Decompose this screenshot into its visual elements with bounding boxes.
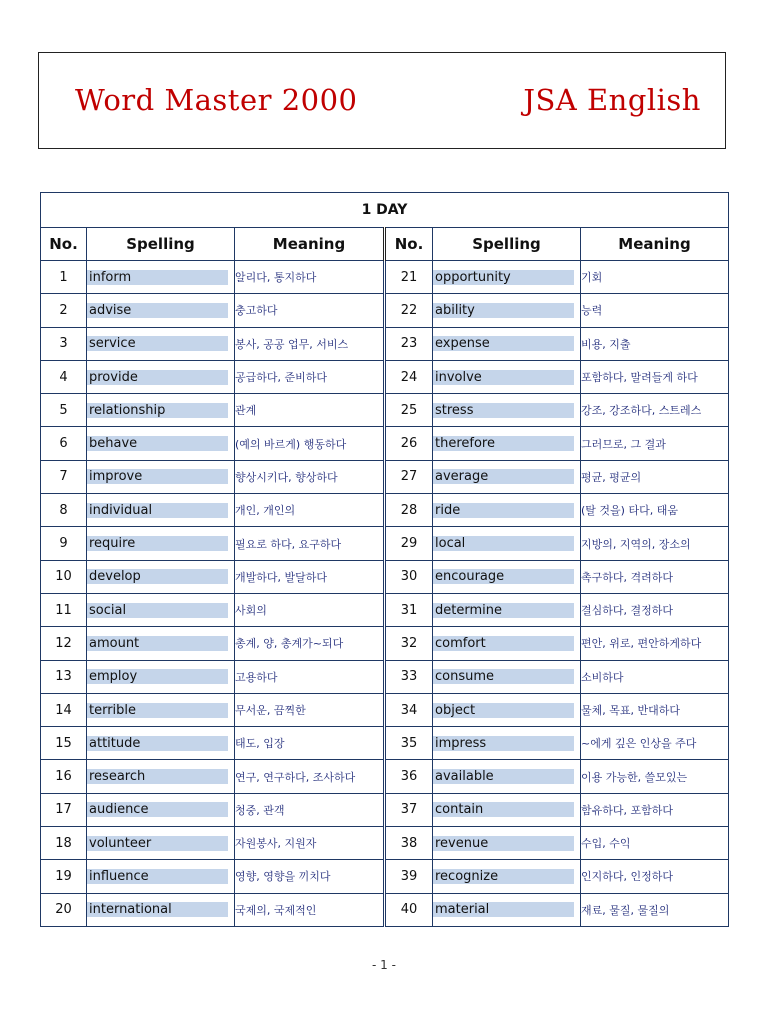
word-spelling: provide bbox=[87, 370, 228, 385]
word-number: 31 bbox=[385, 593, 433, 626]
word-spelling: contain bbox=[433, 802, 574, 817]
word-number: 22 bbox=[385, 294, 433, 327]
word-spelling: therefore bbox=[433, 436, 574, 451]
word-number: 4 bbox=[41, 360, 87, 393]
word-meaning: 향상시키다, 향상하다 bbox=[235, 460, 385, 493]
page-number: - 1 - bbox=[372, 958, 396, 972]
table-row bbox=[41, 560, 729, 593]
word-spelling: stress bbox=[433, 403, 574, 418]
column-header: Spelling bbox=[87, 228, 235, 261]
word-spelling: improve bbox=[87, 469, 228, 484]
table-row bbox=[41, 793, 729, 826]
word-number: 13 bbox=[41, 660, 87, 693]
day-heading: 1 DAY bbox=[41, 193, 729, 228]
word-meaning: 물체, 목표, 반대하다 bbox=[581, 693, 729, 726]
table-row bbox=[41, 261, 729, 294]
word-number: 14 bbox=[41, 693, 87, 726]
table-row bbox=[41, 893, 729, 926]
word-number: 39 bbox=[385, 860, 433, 893]
word-spelling-cell bbox=[433, 294, 581, 327]
word-spelling: comfort bbox=[433, 636, 574, 651]
word-spelling-cell bbox=[87, 860, 235, 893]
word-meaning: 필요로 하다, 요구하다 bbox=[235, 527, 385, 560]
word-number: 32 bbox=[385, 627, 433, 660]
word-spelling: determine bbox=[433, 603, 574, 618]
word-number: 7 bbox=[41, 460, 87, 493]
word-spelling-cell bbox=[433, 827, 581, 860]
word-number: 26 bbox=[385, 427, 433, 460]
word-number: 25 bbox=[385, 394, 433, 427]
word-meaning: 수입, 수익 bbox=[581, 827, 729, 860]
word-meaning: 촉구하다, 격려하다 bbox=[581, 560, 729, 593]
word-number: 36 bbox=[385, 760, 433, 793]
word-spelling: develop bbox=[87, 569, 228, 584]
table-row bbox=[41, 427, 729, 460]
word-number: 27 bbox=[385, 460, 433, 493]
word-spelling-cell bbox=[87, 593, 235, 626]
word-meaning: 국제의, 국제적인 bbox=[235, 893, 385, 926]
word-meaning: 재료, 물질, 물질의 bbox=[581, 893, 729, 926]
table-row bbox=[41, 627, 729, 660]
word-spelling-cell bbox=[433, 427, 581, 460]
word-spelling-cell bbox=[433, 760, 581, 793]
word-spelling-cell bbox=[87, 527, 235, 560]
word-spelling: volunteer bbox=[87, 836, 228, 851]
word-spelling-cell bbox=[433, 360, 581, 393]
word-spelling: audience bbox=[87, 802, 228, 817]
table-row bbox=[41, 593, 729, 626]
word-spelling: employ bbox=[87, 669, 228, 684]
word-meaning: (예의 바르게) 행동하다 bbox=[235, 427, 385, 460]
word-meaning: 기회 bbox=[581, 261, 729, 294]
word-spelling: inform bbox=[87, 270, 228, 285]
word-spelling: recognize bbox=[433, 869, 574, 884]
word-spelling: ability bbox=[433, 303, 574, 318]
word-spelling: object bbox=[433, 703, 574, 718]
word-number: 29 bbox=[385, 527, 433, 560]
word-spelling-cell bbox=[87, 460, 235, 493]
word-number: 21 bbox=[385, 261, 433, 294]
word-spelling-cell bbox=[87, 261, 235, 294]
word-meaning: 고용하다 bbox=[235, 660, 385, 693]
table-row bbox=[41, 827, 729, 860]
word-spelling-cell bbox=[433, 327, 581, 360]
word-number: 33 bbox=[385, 660, 433, 693]
word-meaning: 개인, 개인의 bbox=[235, 494, 385, 527]
word-spelling-cell bbox=[87, 693, 235, 726]
word-meaning: 알리다, 통지하다 bbox=[235, 261, 385, 294]
column-header: Meaning bbox=[235, 228, 385, 261]
word-meaning: 자원봉사, 지원자 bbox=[235, 827, 385, 860]
word-spelling-cell bbox=[87, 827, 235, 860]
table-row bbox=[41, 394, 729, 427]
word-number: 38 bbox=[385, 827, 433, 860]
word-number: 20 bbox=[41, 893, 87, 926]
word-spelling-cell bbox=[433, 627, 581, 660]
word-meaning: 총계, 양, 총계가~되다 bbox=[235, 627, 385, 660]
word-number: 10 bbox=[41, 560, 87, 593]
word-meaning: 소비하다 bbox=[581, 660, 729, 693]
column-header: Spelling bbox=[433, 228, 581, 261]
column-header: No. bbox=[385, 228, 433, 261]
word-spelling-cell bbox=[87, 494, 235, 527]
word-spelling: service bbox=[87, 336, 228, 351]
word-spelling-cell bbox=[433, 693, 581, 726]
word-spelling-cell bbox=[433, 860, 581, 893]
word-spelling: behave bbox=[87, 436, 228, 451]
word-number: 3 bbox=[41, 327, 87, 360]
word-spelling: international bbox=[87, 902, 228, 917]
table-row bbox=[41, 527, 729, 560]
word-spelling-cell bbox=[433, 261, 581, 294]
header-title-right: JSA English bbox=[523, 83, 701, 117]
word-number: 28 bbox=[385, 494, 433, 527]
column-header: Meaning bbox=[581, 228, 729, 261]
word-meaning: ~에게 깊은 인상을 주다 bbox=[581, 727, 729, 760]
word-spelling-cell bbox=[433, 560, 581, 593]
word-meaning: 사회의 bbox=[235, 593, 385, 626]
word-number: 19 bbox=[41, 860, 87, 893]
vocabulary-table bbox=[40, 192, 729, 927]
table-row bbox=[41, 760, 729, 793]
table-body bbox=[41, 261, 729, 927]
table-row bbox=[41, 727, 729, 760]
table-row bbox=[41, 327, 729, 360]
word-spelling: influence bbox=[87, 869, 228, 884]
word-spelling: involve bbox=[433, 370, 574, 385]
word-spelling-cell bbox=[87, 893, 235, 926]
word-spelling-cell bbox=[87, 360, 235, 393]
word-spelling-cell bbox=[87, 327, 235, 360]
word-spelling: material bbox=[433, 902, 574, 917]
word-spelling-cell bbox=[433, 727, 581, 760]
word-meaning: 개발하다, 발달하다 bbox=[235, 560, 385, 593]
word-number: 15 bbox=[41, 727, 87, 760]
word-number: 34 bbox=[385, 693, 433, 726]
word-spelling: attitude bbox=[87, 736, 228, 751]
word-number: 12 bbox=[41, 627, 87, 660]
word-number: 40 bbox=[385, 893, 433, 926]
word-spelling: encourage bbox=[433, 569, 574, 584]
word-spelling-cell bbox=[87, 660, 235, 693]
header-title-left: Word Master 2000 bbox=[75, 83, 358, 117]
word-spelling: average bbox=[433, 469, 574, 484]
word-meaning: 지방의, 지역의, 장소의 bbox=[581, 527, 729, 560]
word-spelling: opportunity bbox=[433, 270, 574, 285]
word-meaning: 봉사, 공공 업무, 서비스 bbox=[235, 327, 385, 360]
word-spelling: require bbox=[87, 536, 228, 551]
word-spelling-cell bbox=[87, 793, 235, 826]
table-row bbox=[41, 660, 729, 693]
word-number: 18 bbox=[41, 827, 87, 860]
word-meaning: (탈 것을) 타다, 태움 bbox=[581, 494, 729, 527]
word-meaning: 편안, 위로, 편안하게하다 bbox=[581, 627, 729, 660]
word-spelling: social bbox=[87, 603, 228, 618]
word-meaning: 관계 bbox=[235, 394, 385, 427]
document-header bbox=[38, 52, 726, 149]
word-number: 9 bbox=[41, 527, 87, 560]
word-number: 2 bbox=[41, 294, 87, 327]
word-number: 30 bbox=[385, 560, 433, 593]
word-spelling-cell bbox=[87, 294, 235, 327]
table-row bbox=[41, 693, 729, 726]
word-meaning: 능력 bbox=[581, 294, 729, 327]
word-spelling: advise bbox=[87, 303, 228, 318]
word-spelling-cell bbox=[433, 494, 581, 527]
word-number: 1 bbox=[41, 261, 87, 294]
word-spelling-cell bbox=[433, 893, 581, 926]
word-spelling-cell bbox=[87, 760, 235, 793]
word-spelling: expense bbox=[433, 336, 574, 351]
word-spelling-cell bbox=[87, 560, 235, 593]
word-spelling: impress bbox=[433, 736, 574, 751]
word-number: 35 bbox=[385, 727, 433, 760]
table-row bbox=[41, 860, 729, 893]
word-spelling: individual bbox=[87, 503, 228, 518]
word-meaning: 인지하다, 인정하다 bbox=[581, 860, 729, 893]
word-spelling: research bbox=[87, 769, 228, 784]
word-spelling-cell bbox=[433, 593, 581, 626]
table-row bbox=[41, 294, 729, 327]
word-spelling: ride bbox=[433, 503, 574, 518]
word-meaning: 비용, 지출 bbox=[581, 327, 729, 360]
word-number: 37 bbox=[385, 793, 433, 826]
word-meaning: 무서운, 끔찍한 bbox=[235, 693, 385, 726]
word-spelling: revenue bbox=[433, 836, 574, 851]
word-spelling-cell bbox=[433, 793, 581, 826]
word-meaning: 평균, 평균의 bbox=[581, 460, 729, 493]
word-meaning: 강조, 강조하다, 스트레스 bbox=[581, 394, 729, 427]
word-spelling: terrible bbox=[87, 703, 228, 718]
table-row bbox=[41, 494, 729, 527]
table-row bbox=[41, 460, 729, 493]
word-number: 8 bbox=[41, 494, 87, 527]
word-spelling-cell bbox=[87, 427, 235, 460]
word-meaning: 청중, 관객 bbox=[235, 793, 385, 826]
word-spelling-cell bbox=[433, 394, 581, 427]
word-spelling-cell bbox=[433, 527, 581, 560]
word-number: 24 bbox=[385, 360, 433, 393]
table-row bbox=[41, 360, 729, 393]
word-spelling: available bbox=[433, 769, 574, 784]
word-meaning: 태도, 입장 bbox=[235, 727, 385, 760]
word-number: 16 bbox=[41, 760, 87, 793]
word-spelling: relationship bbox=[87, 403, 228, 418]
word-number: 23 bbox=[385, 327, 433, 360]
word-spelling: consume bbox=[433, 669, 574, 684]
word-number: 5 bbox=[41, 394, 87, 427]
word-spelling-cell bbox=[87, 627, 235, 660]
word-spelling-cell bbox=[87, 394, 235, 427]
word-meaning: 충고하다 bbox=[235, 294, 385, 327]
word-spelling-cell bbox=[433, 660, 581, 693]
word-meaning: 결심하다, 결정하다 bbox=[581, 593, 729, 626]
word-meaning: 이용 가능한, 쓸모있는 bbox=[581, 760, 729, 793]
table-header-row bbox=[41, 228, 729, 261]
word-meaning: 함유하다, 포함하다 bbox=[581, 793, 729, 826]
word-spelling: amount bbox=[87, 636, 228, 651]
word-meaning: 포함하다, 말려들게 하다 bbox=[581, 360, 729, 393]
word-meaning: 공급하다, 준비하다 bbox=[235, 360, 385, 393]
column-header: No. bbox=[41, 228, 87, 261]
word-meaning: 그러므로, 그 결과 bbox=[581, 427, 729, 460]
word-number: 6 bbox=[41, 427, 87, 460]
word-meaning: 연구, 연구하다, 조사하다 bbox=[235, 760, 385, 793]
word-spelling-cell bbox=[87, 727, 235, 760]
word-number: 11 bbox=[41, 593, 87, 626]
word-spelling-cell bbox=[433, 460, 581, 493]
word-spelling: local bbox=[433, 536, 574, 551]
word-number: 17 bbox=[41, 793, 87, 826]
word-meaning: 영향, 영향을 끼치다 bbox=[235, 860, 385, 893]
